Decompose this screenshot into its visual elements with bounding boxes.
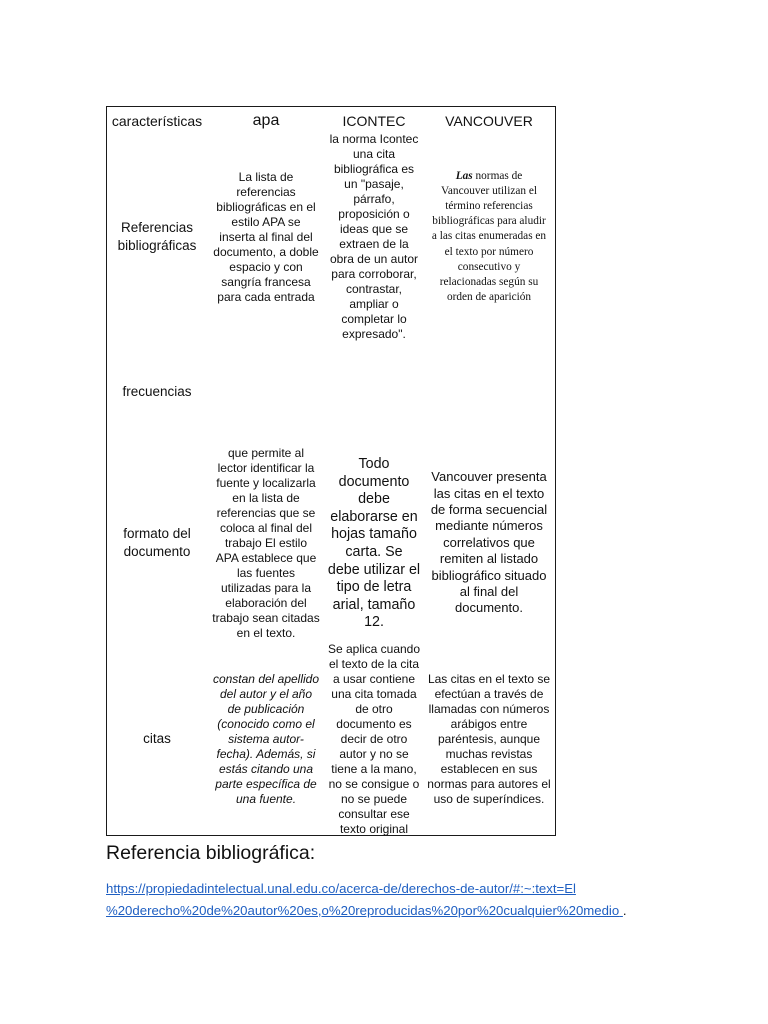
icontec-formato-text: Todo documento debe elaborarse en hojas tamaño carta. Se debe utilizar el tipo de letra arial, tamaño 12.: [327, 456, 421, 631]
icontec-citas-text: Se aplica cuando el texto de la cita a usar contiene una cita tomada de otro documento es decir de otro autor y no se tiene a la mano, no se consigue o no se puede consultar ese texto original: [327, 641, 421, 836]
reference-link-line2: %20derecho%20de%20autor%20es,o%20reproducidas%20por%20cualquier%20medio: [106, 903, 620, 918]
reference-link-block: [106, 878, 666, 922]
row-label-formato: formato del documento: [123, 526, 191, 559]
header-icontec: ICONTEC: [342, 113, 406, 129]
row-label-frecuencias: frecuencias: [122, 384, 192, 399]
header-apa: apa: [252, 112, 280, 129]
vancouver-referencias-text: Las normas de Vancouver utilizan el término referencias bibliográficas para aludir a las citas enumeradas en el texto por número consecutivo y relacionadas según su orden de aparición: [431, 169, 547, 304]
reference-link-line1: https://propiedadintelectual.unal.edu.co/acerca-de/derechos-de-autor/#:~:text=El: [106, 881, 576, 896]
comparison-table: [106, 106, 556, 836]
apa-citas-text: constan del apellido del autor y el año de publicación (conocido como el sistema autor- fecha). Además, si estás citando una parte específica de una fuente.: [212, 671, 320, 806]
header-vancouver: VANCOUVER: [445, 113, 533, 129]
vancouver-citas-text: Las citas en el texto se efectúan a través de llamadas con números arábigos entre paréntesis, aunque muchas revistas establecen en sus normas para autores el uso de superíndices.: [427, 671, 551, 806]
header-caracteristicas: características: [111, 113, 203, 129]
apa-referencias-text: La lista de referencias bibliográficas en el estilo APA se inserta al final del documento, a doble espacio y con sangría francesa para cada entrada: [213, 169, 319, 304]
row-label-citas: citas: [143, 731, 171, 746]
reference-link[interactable]: [106, 881, 623, 918]
icontec-referencias-text: la norma Icontec una cita bibliográfica es un "pasaje, párrafo, proposición o ideas que se extraen de la obra de un autor para corroborar, contrastar, ampliar o completar lo expresado".: [329, 132, 419, 341]
row-label-referencias: Referencias bibliográficas: [117, 220, 197, 253]
apa-formato-text: que permite al lector identificar la fuente y localizarla en la lista de referencias que se coloca al final del trabajo El estilo APA establece que las fuentes utilizadas para la elaboración del trabajo sean citadas en el texto.: [212, 445, 320, 640]
vancouver-formato-text: Vancouver presenta las citas en el texto de forma secuencial mediante números correlativos que remiten al listado bibliográfico situado al final del documento.: [430, 469, 548, 616]
reference-period: .: [622, 903, 627, 918]
reference-heading: Referencia bibliográfica:: [106, 842, 316, 864]
